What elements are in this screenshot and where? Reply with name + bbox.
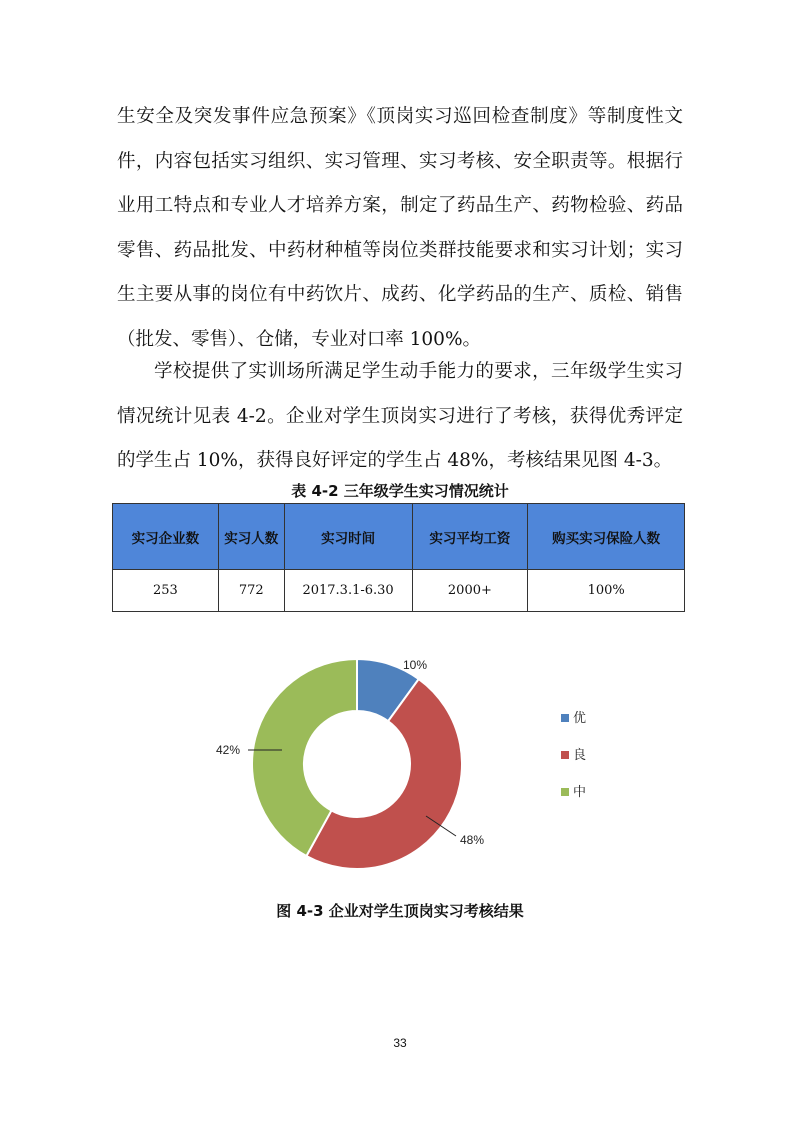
internship-stats-table bbox=[112, 503, 685, 612]
cell-intern-count: 772 bbox=[218, 570, 284, 612]
body-paragraph-1: 生安全及突发事件应急预案》《顶岗实习巡回检查制度》等制度性文件，内容包括实习组织、实习管理、实习考核、安全职责等。根据行业用工特点和专业人才培养方案，制定了药品生产、药物检验、药品零售、药品批发、中药材种植等岗位类群技能要求和实习计划；实习生主要从事的岗位有中药饮片、成药、化学药品的生产、质检、销售（批发、零售）、仓储，专业对口率 100%。 bbox=[117, 106, 683, 350]
cell-average-wage: 2000+ bbox=[412, 570, 528, 612]
body-paragraph-2: 学校提供了实训场所满足学生动手能力的要求，三年级学生实习情况统计见表 4-2。企业对学生顶岗实习进行了考核，获得优秀评定的学生占 10%，获得良好评定的学生占 48%，考核结果见图 4-3。 bbox=[117, 361, 683, 472]
assessment-donut-chart bbox=[0, 640, 800, 890]
legend-swatch-3 bbox=[561, 788, 569, 796]
cell-insurance-count: 100% bbox=[528, 570, 685, 612]
page-number: 33 bbox=[393, 1036, 407, 1050]
cell-internship-period: 2017.3.1-6.30 bbox=[284, 570, 412, 612]
data-label-1: 10% bbox=[402, 658, 428, 672]
figure-caption: 图 4-3 企业对学生顶岗实习考核结果 bbox=[276, 902, 524, 920]
header-average-wage: 实习平均工资 bbox=[412, 504, 528, 570]
table-row bbox=[113, 570, 685, 612]
legend-label-1: 优 bbox=[573, 711, 587, 726]
data-label-2: 48% bbox=[459, 833, 485, 847]
legend-label-3: 中 bbox=[573, 785, 587, 800]
legend-swatch-2 bbox=[561, 751, 569, 759]
header-internship-period: 实习时间 bbox=[284, 504, 412, 570]
legend-label-2: 良 bbox=[573, 748, 587, 763]
cell-enterprise-count: 253 bbox=[113, 570, 219, 612]
table-header-row bbox=[113, 504, 685, 570]
header-insurance-count: 购买实习保险人数 bbox=[528, 504, 685, 570]
header-intern-count: 实习人数 bbox=[218, 504, 284, 570]
header-enterprise-count: 实习企业数 bbox=[113, 504, 219, 570]
legend-swatch-1 bbox=[561, 714, 569, 722]
table-caption: 表 4-2 三年级学生实习情况统计 bbox=[291, 482, 509, 500]
data-label-3: 42% bbox=[215, 743, 241, 757]
